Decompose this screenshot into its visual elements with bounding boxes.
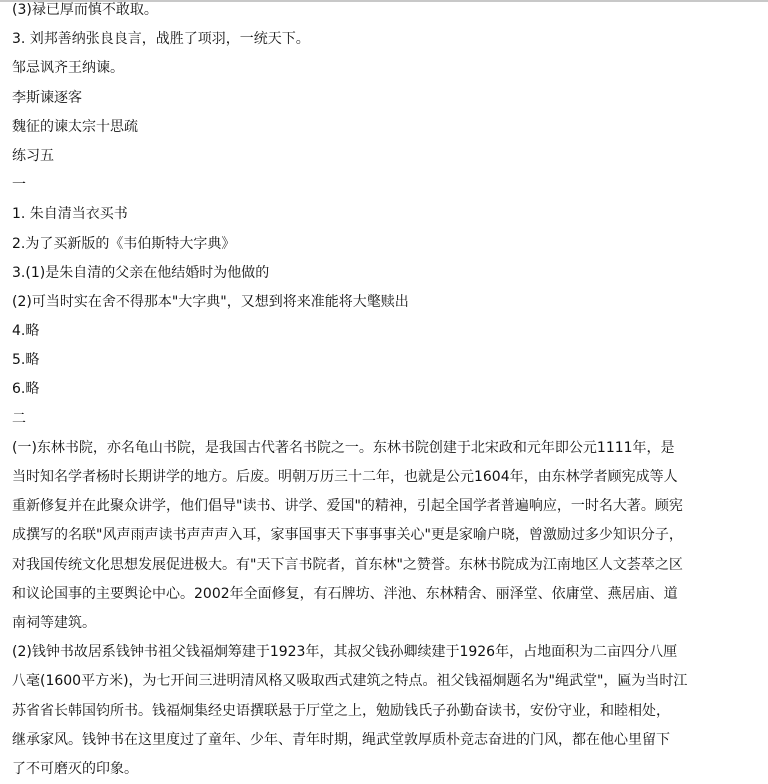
text-line: 3. 刘邦善纳张良良言，战胜了项羽，一统天下。 (12, 31, 310, 48)
text-line: 二 (12, 410, 26, 427)
text-line: 南祠等建筑。 (12, 614, 96, 631)
text-line: 3.(1)是朱自清的父亲在他结婚时为他做的 (12, 264, 270, 281)
text-line: 当时知名学者杨时长期讲学的地方。后废。明朝万历三十二年，也就是公元1604年，由东林学者顾宪成等人 (12, 469, 678, 485)
text-line: 邹忌讽齐王纳谏。 (12, 60, 124, 77)
text-line: 苏省省长韩国钧所书。钱福炯集经史语撰联悬于厅堂之上，勉励钱氏子孙勤奋读书，安份守业，和睦相处， (12, 702, 670, 719)
text-line: 和议论国事的主要舆论中心。2002年全面修复，有石牌坊、泮池、东林精舍、丽泽堂、依庸堂、燕居庙、道 (12, 585, 678, 602)
text-line: 了不可磨灭的印象。 (12, 760, 138, 777)
text-line: 2.为了买新版的《韦伯斯特大字典》 (12, 235, 236, 252)
document-body (12, 0, 762, 784)
text-line: 魏征的谏太宗十思疏 (12, 118, 138, 135)
text-line: 5.略 (12, 352, 40, 369)
text-line: 一 (12, 177, 26, 194)
text-line: 继承家风。钱钟书在这里度过了童年、少年、青年时期，绳武堂敦厚质朴竞志奋进的门风，都在他心里留下 (12, 731, 670, 748)
text-line: 4.略 (12, 323, 40, 340)
text-line: (3)禄已厚而慎不敢取。 (12, 2, 158, 18)
text-line: 1. 朱自清当衣买书 (12, 206, 128, 223)
text-line: 成撰写的名联"风声雨声读书声声声入耳，家事国事天下事事事关心"更是家喻户晓，曾激励过多少知识分子， (12, 527, 683, 544)
text-line: (2)钱钟书故居系钱钟书祖父钱福炯筹建于1923年，其叔父钱孙卿续建于1926年，占地面积为二亩四分八厘 (12, 644, 678, 661)
text-line: (一)东林书院，亦名龟山书院，是我国古代著名书院之一。东林书院创建于北宋政和元年即公元1111年，是 (12, 439, 675, 456)
text-line: 对我国传统文化思想发展促进极大。有"天下言书院者，首东林"之赞誉。东林书院成为江南地区人文荟萃之区 (12, 556, 683, 573)
text-line: 重新修复并在此聚众讲学，他们倡导"读书、讲学、爱国"的精神，引起全国学者普遍响应，一时名大著。顾宪 (12, 498, 683, 515)
text-line: 李斯谏逐客 (12, 89, 82, 106)
text-line: 八毫(1600平方米)，为七开间三进明清风格又吸取西式建筑之特点。祖父钱福炯题名为"绳武堂"，匾为当时江 (12, 673, 688, 690)
text-line: (2)可当时实在舍不得那本"大字典"，又想到将来准能将大氅赎出 (12, 293, 409, 310)
text-line: 6.略 (12, 381, 40, 398)
text-line: 练习五 (12, 147, 54, 164)
